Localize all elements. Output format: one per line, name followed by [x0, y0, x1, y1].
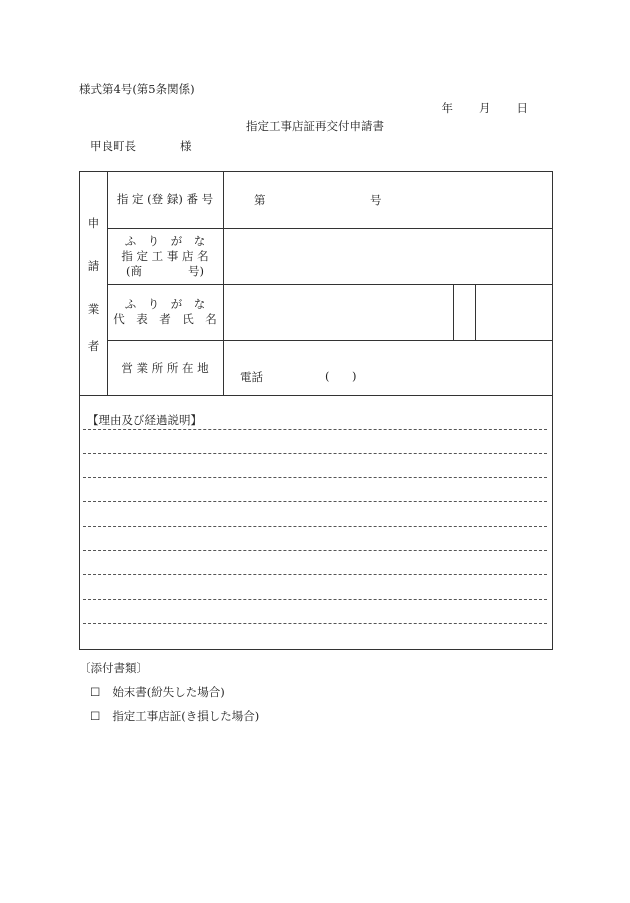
- reason-line[interactable]: [83, 526, 547, 527]
- row-divider: [107, 284, 552, 285]
- attachment-item: [90, 708, 259, 724]
- reason-line[interactable]: [83, 550, 547, 551]
- side-char-4: 者: [87, 339, 100, 353]
- date-year-label: 年: [441, 101, 453, 115]
- addressee: [90, 138, 192, 154]
- representative-name-field[interactable]: [228, 288, 448, 336]
- attachments-heading: 〔添付書類〕: [79, 661, 148, 675]
- reason-line[interactable]: [83, 453, 547, 454]
- office-address-field[interactable]: [228, 344, 546, 364]
- reason-line[interactable]: [83, 574, 547, 575]
- registration-number-field[interactable]: [275, 192, 360, 208]
- date-day-label: 日: [516, 101, 528, 115]
- registration-number-prefix: 第: [254, 193, 266, 207]
- row-divider: [107, 228, 552, 229]
- date-month-label: 月: [479, 101, 491, 115]
- row-divider: [107, 340, 552, 341]
- shop-name-label: [107, 234, 223, 279]
- seal-box-right: [475, 284, 476, 340]
- checkbox[interactable]: ☐: [90, 685, 101, 699]
- addressee-honorific: 様: [180, 139, 192, 153]
- representative-name-label: 代 表 者 氏 名: [113, 312, 217, 326]
- shop-name-main-label: 指 定 工 事 店 名: [121, 249, 209, 263]
- attachment-text: 指定工事店証(き損した場合): [112, 709, 260, 723]
- checkbox[interactable]: ☐: [90, 709, 101, 723]
- reason-section: [79, 395, 553, 650]
- side-char-3: 業: [87, 302, 100, 316]
- attachment-text: 始末書(紛失した場合): [112, 685, 225, 699]
- reason-line[interactable]: [83, 599, 547, 600]
- representative-label: [107, 297, 223, 327]
- side-char-2: 請: [87, 259, 100, 273]
- phone-label: 電話: [240, 370, 263, 384]
- applicant-side-label: [80, 172, 108, 395]
- form-number: 様式第4号(第5条関係): [79, 82, 195, 96]
- shop-name-field[interactable]: [228, 232, 546, 280]
- addressee-name: 甲良町長: [90, 139, 136, 153]
- reason-line[interactable]: [83, 429, 547, 430]
- reason-heading: 【理由及び経過説明】: [87, 413, 202, 427]
- date-line: [442, 100, 529, 116]
- side-char-1: 申: [87, 216, 100, 230]
- phone-paren-close: ): [352, 369, 357, 383]
- reason-line[interactable]: [83, 501, 547, 502]
- registration-number-label: 指 定 (登 録) 番 号: [116, 192, 214, 206]
- shop-name-trade-label: (商 号): [126, 264, 204, 278]
- applicant-table: [79, 171, 553, 396]
- document-title: 指定工事店証再交付申請書: [246, 119, 384, 133]
- attachment-item: [90, 684, 225, 700]
- office-address-label: 営 業 所 所 在 地: [121, 361, 209, 375]
- shop-name-furigana-label: ふ り が な: [124, 234, 206, 248]
- reason-line[interactable]: [83, 477, 547, 478]
- phone-paren-open: (: [325, 369, 330, 383]
- reason-line[interactable]: [83, 623, 547, 624]
- registration-number-suffix: 号: [370, 193, 382, 207]
- seal-box-left: [453, 284, 454, 340]
- representative-furigana-label: ふ り が な: [124, 297, 206, 311]
